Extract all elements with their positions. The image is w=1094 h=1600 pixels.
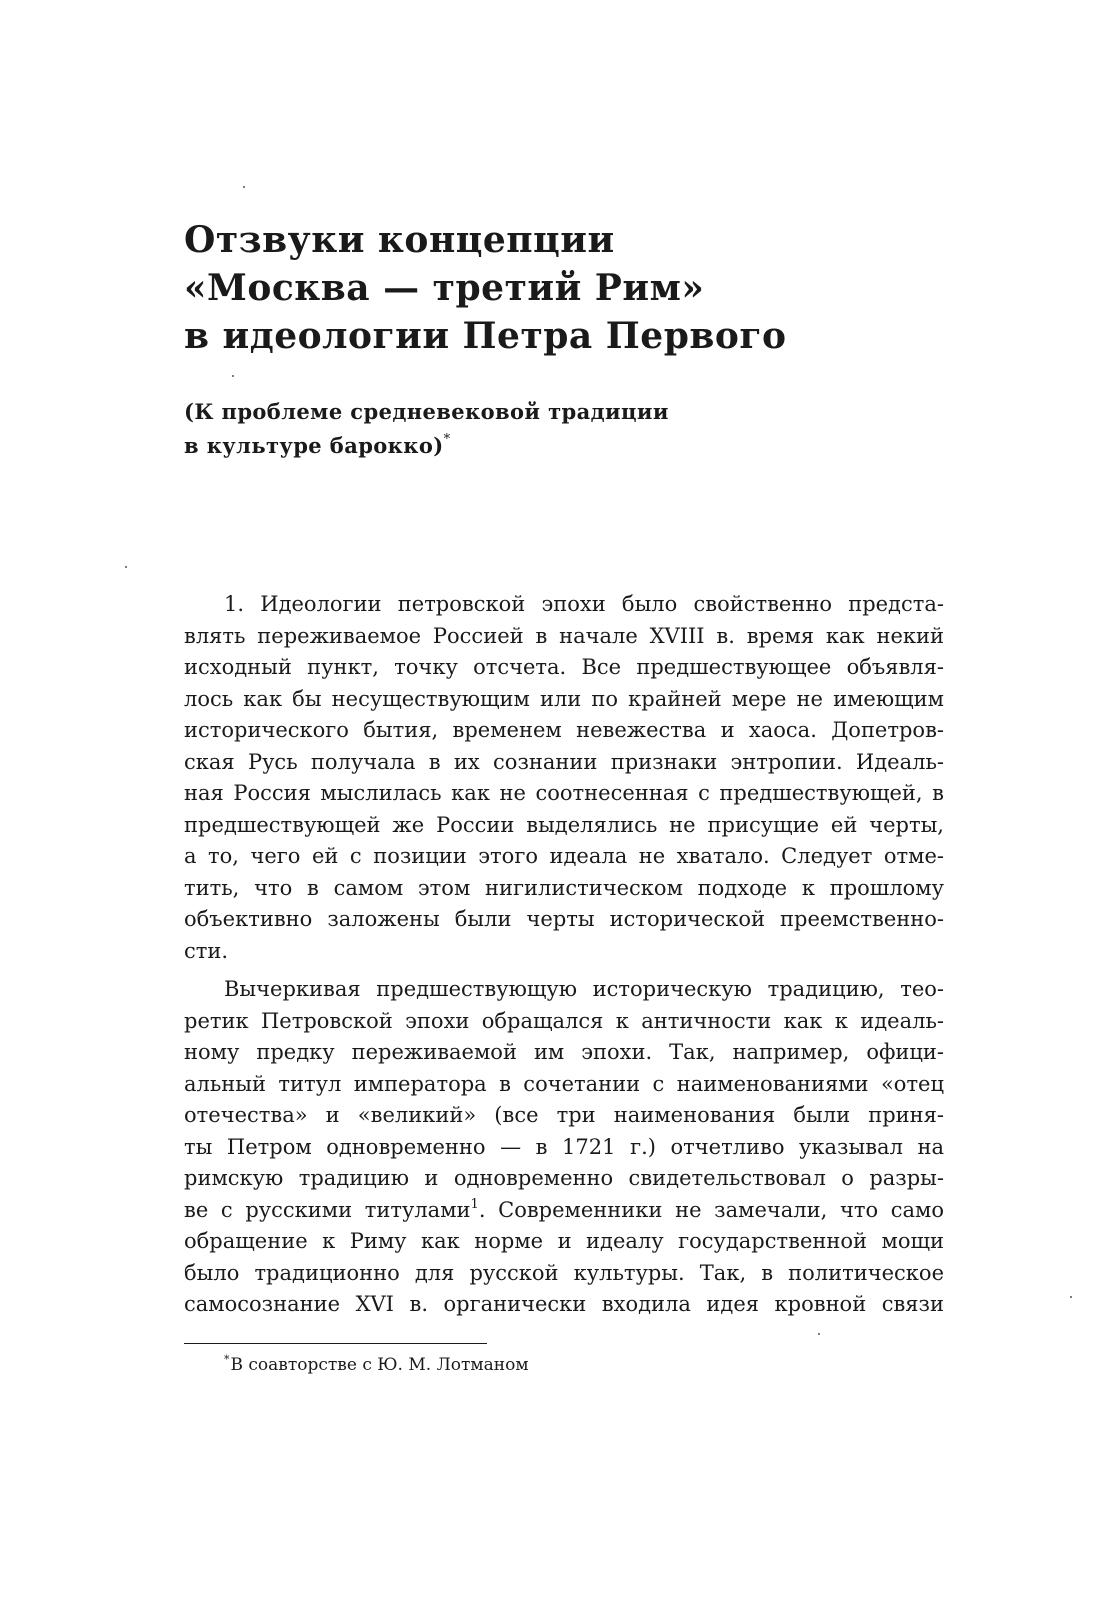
scan-speck	[125, 566, 127, 568]
p2-line-3: ному предку переживаемой им эпохи. Так, например, офици-	[184, 1040, 944, 1064]
article-subtitle	[184, 395, 904, 463]
footnote-text: В соавторстве с Ю. М. Лотманом	[230, 1355, 529, 1375]
p1-line-9: а то, чего ей с позиции этого идеала не хватало. Следует отме-	[184, 844, 944, 868]
p2-line-8	[184, 1195, 944, 1227]
p2-line-10: было традиционно для русской культуры. Так, в политическое	[184, 1260, 944, 1285]
p2-line-6: ты Петром одновременно — в 1721 г.) отчетливо указывал на	[184, 1134, 944, 1159]
p1-line-4: лось как бы несуществующим или по крайней мере не имеющим	[184, 686, 944, 711]
p2-line-4: альный титул императора в сочетании с наименованиями «отец	[184, 1071, 944, 1096]
scan-speck	[232, 375, 234, 377]
title-line-1: Отзвуки концепции	[184, 219, 615, 261]
footnote-divider	[184, 1343, 487, 1344]
subtitle-footnote-marker[interactable]: *	[443, 432, 451, 447]
p2-line-11: самосознание XVI в. органически входила идея кровной связи	[184, 1292, 944, 1316]
paragraph-gap	[184, 967, 944, 974]
scan-speck	[243, 186, 245, 188]
p2-line-9: обращение к Риму как норме и идеалу государственной мощи	[184, 1229, 944, 1253]
paragraph-2	[184, 974, 944, 1321]
p2-line-7: римскую традицию и одновременно свидетельствовал о разры-	[184, 1166, 944, 1190]
p2-line-8-tail: . Современники не замечали, что само	[478, 1197, 945, 1222]
p1-line-11: объективно заложены были черты исторической преемственно-	[184, 907, 944, 931]
p1-line-8: предшествующей же России выделялись не присущие ей черты,	[184, 812, 944, 837]
p1-line-10: тить, что в самом этом нигилистическом подходе к прошлому	[184, 875, 944, 900]
p2-line-1: Вычеркивая предшествующую историческую традицию, тео-	[224, 977, 944, 1001]
p1-line-5: исторического бытия, временем невежества и хаоса. Допетров-	[184, 718, 944, 742]
scan-speck	[1070, 1296, 1072, 1298]
p1-line-2: влять переживаемое Россией в начале XVIII в. время как некий	[184, 623, 944, 648]
p1-line-12: сти.	[184, 938, 229, 963]
p1-line-6: ская Русь получала в их сознании признаки энтропии. Идеаль-	[184, 749, 944, 774]
p1-line-1: 1. Идеологии петровской эпохи было свойственно предста-	[224, 592, 944, 616]
footnote	[224, 1353, 529, 1377]
footnote-reference-1[interactable]: 1	[470, 1196, 479, 1212]
article-title	[184, 216, 904, 360]
scan-speck	[818, 1333, 820, 1335]
subtitle-line-1: (К проблеме средневековой традиции	[184, 399, 669, 424]
p2-line-5: отечества» и «великий» (все три наименования были приня-	[184, 1103, 944, 1127]
title-line-3: в идеологии Петра Первого	[184, 315, 787, 357]
subtitle-line-2-text: в культуре барокко)	[184, 433, 444, 458]
body-text	[184, 589, 944, 1321]
p2-line-8-text: ве с русскими титулами	[184, 1197, 471, 1222]
p2-line-2: ретик Петровской эпохи обращался к античности как к идеаль-	[184, 1008, 944, 1033]
subtitle-line-2	[184, 429, 904, 463]
title-line-2: «Москва — третий Рим»	[184, 267, 705, 309]
footnote-marker: *	[224, 1353, 230, 1366]
paragraph-1	[184, 589, 944, 967]
p1-line-3: исходный пункт, точку отсчета. Все предшествующее объявля-	[184, 655, 944, 679]
p1-line-7: ная Россия мыслилась как не соотнесенная с предшествующей, в	[184, 781, 944, 805]
